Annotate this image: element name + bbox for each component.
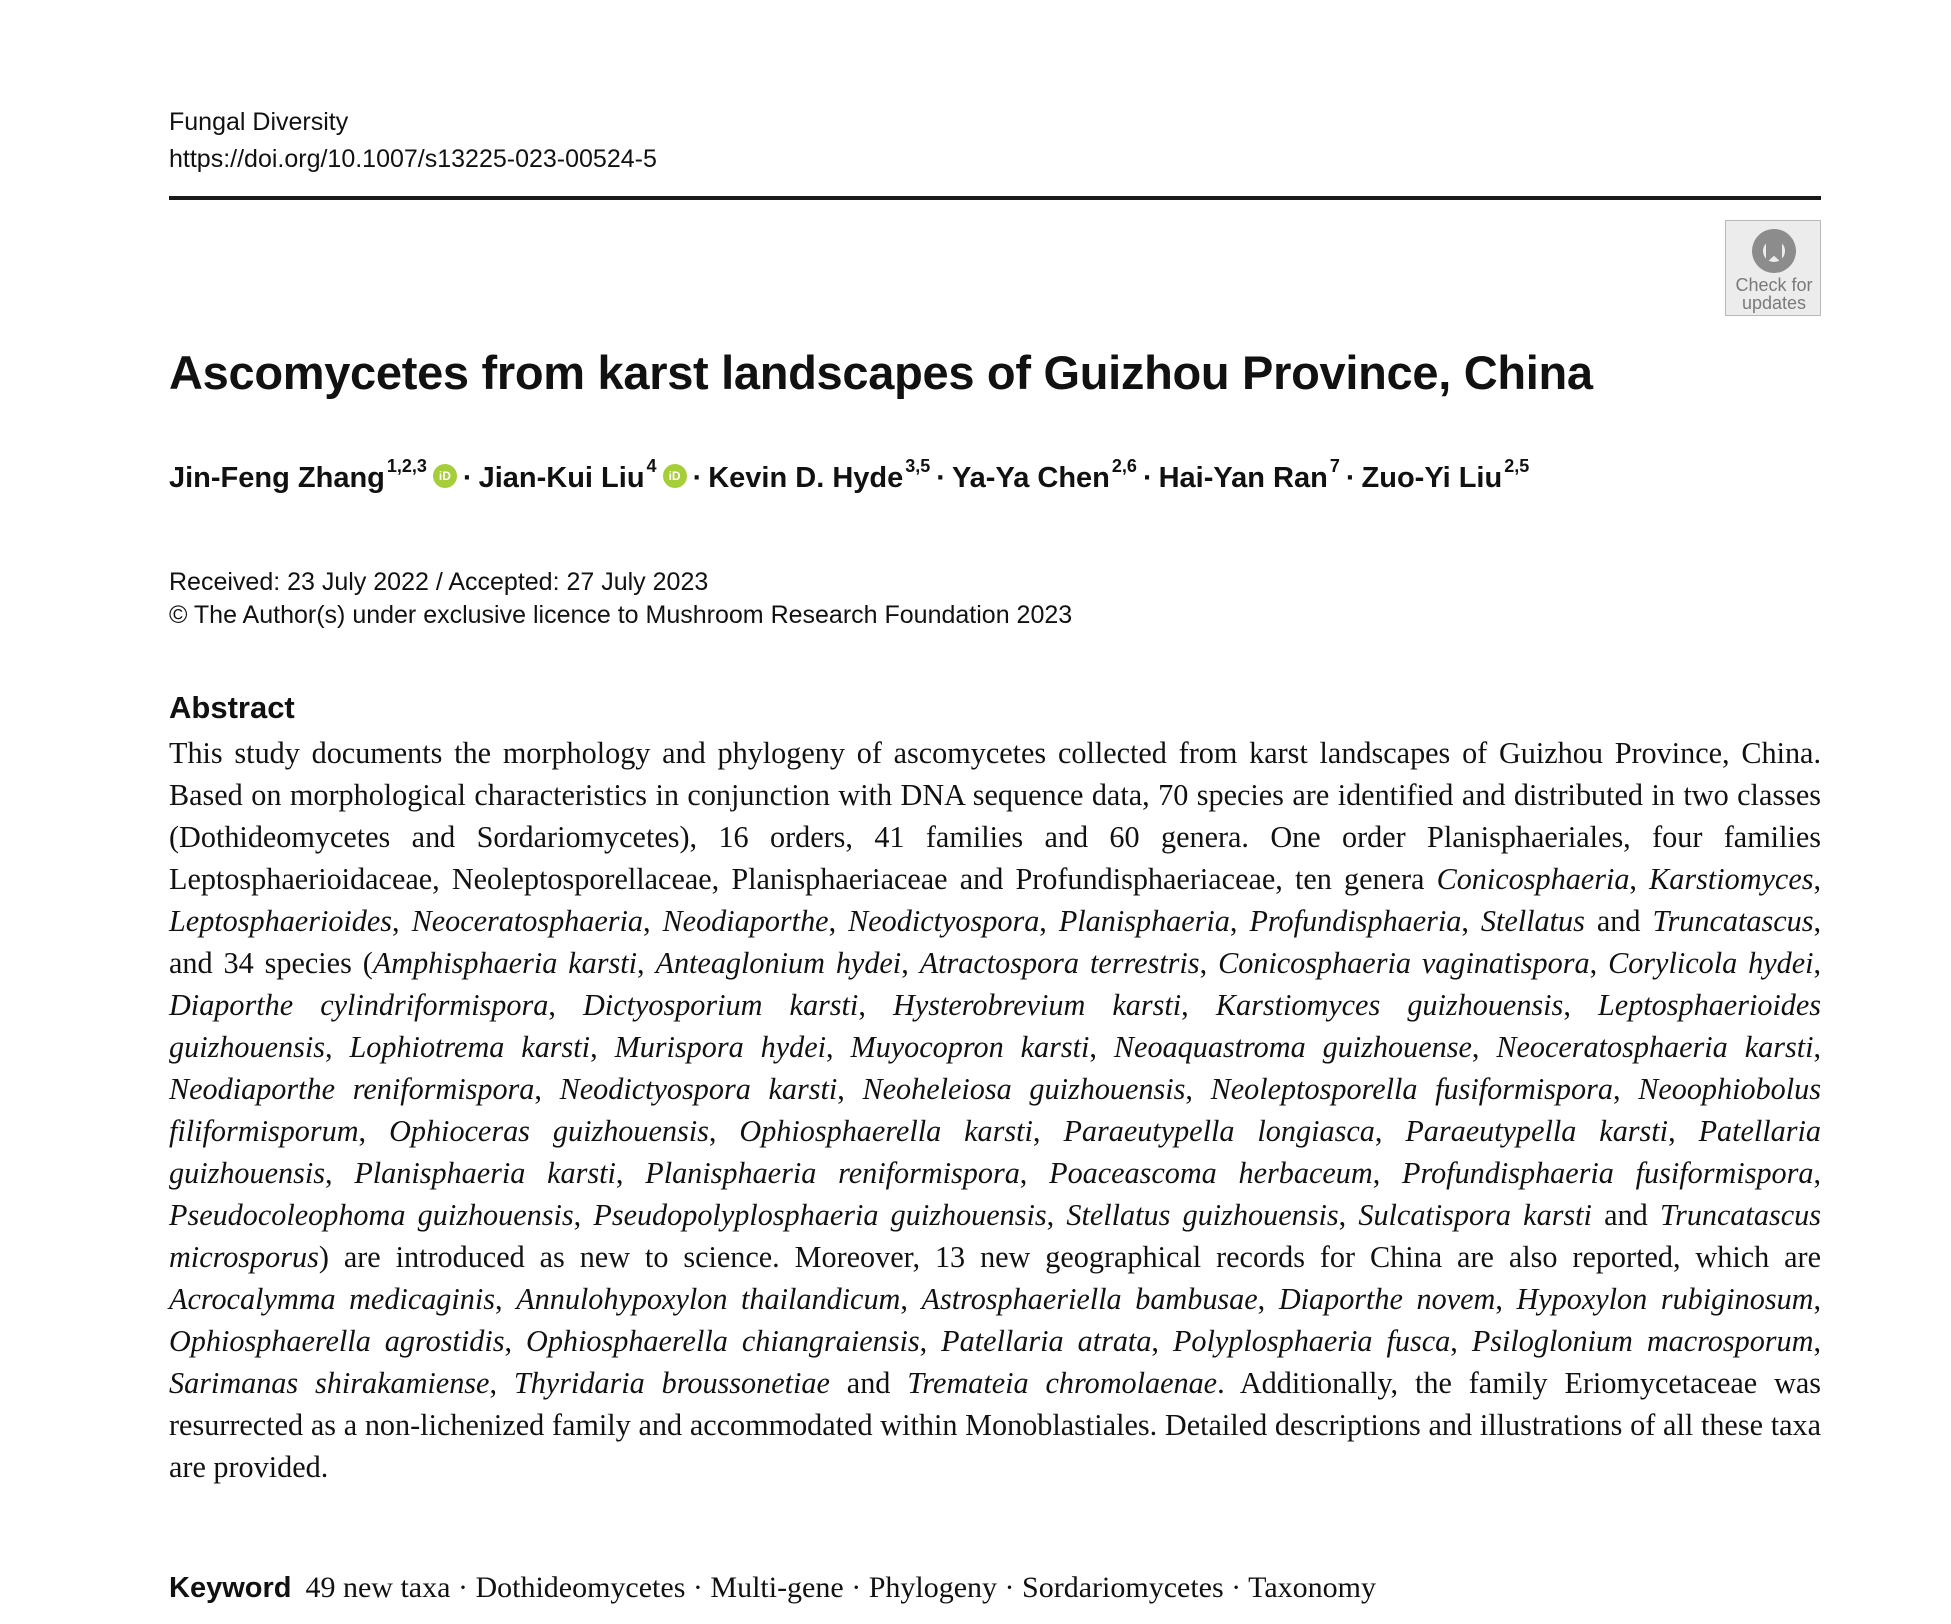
taxon-name: Truncatascus xyxy=(1652,904,1814,938)
copyright-line: © The Author(s) under exclusive licence to Mushroom Research Foundation 2023 xyxy=(169,601,1073,629)
author-name[interactable]: Kevin D. Hyde xyxy=(708,462,904,494)
taxon-name: Planisphaeria reniformispora xyxy=(645,1156,1020,1190)
abstract-text: , and 34 species ( xyxy=(169,904,1822,980)
abstract-text: , xyxy=(392,904,412,938)
journal-header xyxy=(169,104,657,178)
abstract-text: , xyxy=(1813,1324,1821,1358)
journal-name: Fungal Diversity xyxy=(169,108,349,136)
abstract-text: , xyxy=(504,1324,527,1358)
abstract-text: and xyxy=(1584,904,1653,938)
abstract-heading: Abstract xyxy=(169,690,295,725)
taxon-name: Leptosphaerioides xyxy=(169,904,393,938)
keyword-separator: · xyxy=(685,1571,711,1604)
taxon-name: Corylicola hydei xyxy=(1608,946,1814,980)
author-name[interactable]: Hai-Yan Ran xyxy=(1158,462,1328,494)
badge-line-1: Check for xyxy=(1735,275,1813,295)
abstract-text: and xyxy=(829,1366,908,1400)
abstract-text: , xyxy=(1813,1156,1822,1190)
taxon-name: Planisphaeria karsti xyxy=(354,1156,616,1190)
taxon-name: Psiloglonium macrosporum xyxy=(1471,1324,1814,1358)
abstract-text: , xyxy=(534,1072,560,1106)
taxon-name: Neoophiobolus filiformisporum xyxy=(169,1072,1821,1148)
taxon-name: Pseudopolyplosphaeria guizhouensis xyxy=(593,1198,1047,1232)
taxon-name: Atractospora terrestris xyxy=(919,946,1200,980)
taxon-name: Dictyosporium karsti xyxy=(583,988,859,1022)
taxon-name: Annulohypoxylon thailandicum xyxy=(516,1282,901,1316)
author-separator: · xyxy=(692,462,703,494)
taxon-name: Neoleptosporella fusiformispora xyxy=(1210,1072,1613,1106)
abstract-text: , xyxy=(1813,1282,1822,1316)
abstract-text: , xyxy=(1338,1198,1359,1232)
taxon-name: Paraeutypella longiasca xyxy=(1063,1114,1375,1148)
author-affiliation: 2,5 xyxy=(1504,456,1530,476)
abstract-text: , xyxy=(1019,1156,1050,1190)
abstract-text: , xyxy=(1563,988,1598,1022)
abstract-text: , xyxy=(1039,904,1059,938)
abstract-text: , xyxy=(324,1030,350,1064)
author-list xyxy=(169,456,1530,495)
abstract-text: , xyxy=(1612,1072,1639,1106)
taxon-name: Conicosphaeria vaginatispora xyxy=(1218,946,1590,980)
author-name[interactable]: Jin-Feng Zhang xyxy=(169,462,385,494)
badge-line-2: updates xyxy=(1741,293,1807,313)
author-name[interactable]: Ya-Ya Chen xyxy=(951,462,1110,494)
abstract-text: , xyxy=(1229,904,1250,938)
keyword-separator: · xyxy=(450,1571,476,1604)
author-affiliation: 3,5 xyxy=(905,456,931,476)
author-separator: · xyxy=(1345,462,1356,494)
taxon-name: Amphisphaeria karsti xyxy=(372,946,638,980)
taxon-name: Poaceascoma herbaceum xyxy=(1049,1156,1373,1190)
abstract-text: , xyxy=(708,1114,740,1148)
author-separator: · xyxy=(1142,462,1153,494)
badge-label xyxy=(1726,276,1822,312)
keyword-item: Taxonomy xyxy=(1248,1571,1376,1604)
abstract-text: , xyxy=(826,1030,851,1064)
taxon-name: Stellatus guizhouensis xyxy=(1066,1198,1339,1232)
taxon-name: Astrosphaeriella bambusae xyxy=(921,1282,1258,1316)
taxon-name: Sulcatispora karsti xyxy=(1358,1198,1592,1232)
abstract-text: , xyxy=(1629,862,1650,896)
taxon-name: Patellaria guizhouensis xyxy=(169,1114,1822,1190)
author-separator: · xyxy=(936,462,946,494)
abstract-text: , xyxy=(1181,988,1216,1022)
taxon-name: Leptosphaerioides guizhouensis xyxy=(169,988,1822,1064)
abstract-text: , xyxy=(1813,1030,1822,1064)
taxon-name: Neodictyospora karsti xyxy=(559,1072,838,1106)
abstract-text: , xyxy=(548,988,583,1022)
taxon-name: Diaporthe novem xyxy=(1278,1282,1496,1316)
taxon-name: Profundisphaeria xyxy=(1249,904,1462,938)
abstract-text: , xyxy=(1374,1114,1406,1148)
article-dates xyxy=(169,566,1072,632)
keyword-item: Phylogeny xyxy=(868,1571,998,1604)
taxon-name: Stellatus xyxy=(1480,904,1585,938)
article-title: Ascomycetes from karst landscapes of Guizhou Province, China xyxy=(169,346,1593,399)
taxon-name: Neodictyospora xyxy=(848,904,1040,938)
abstract-text: , xyxy=(1668,1114,1699,1148)
keywords xyxy=(169,1567,1376,1609)
doi-link[interactable]: https://doi.org/10.1007/s13225-023-00524-5 xyxy=(169,145,657,173)
abstract-text: , xyxy=(495,1282,517,1316)
abstract-text: , xyxy=(324,1156,355,1190)
keyword-item: Multi-gene xyxy=(710,1571,844,1604)
keyword-item: 49 new taxa xyxy=(305,1571,451,1604)
taxon-name: Ophiosphaerella karsti xyxy=(739,1114,1033,1148)
taxon-name: Polyplosphaeria fusca xyxy=(1172,1324,1451,1358)
abstract-text: , xyxy=(637,946,656,980)
keyword-separator: · xyxy=(1223,1571,1249,1604)
taxon-name: Planisphaeria xyxy=(1058,904,1230,938)
abstract-text: , xyxy=(1185,1072,1211,1106)
abstract-text: This study documents the morphology and phylogeny of ascomycetes collected from karst landscapes of Guizhou Province, China. Based on morphological characteristics in conjunction with DNA sequence data, 70 species are identified and distributed in two classes (Dothideomycetes and Sordariomycetes), 16 orders, 41 families and 60 genera. One order Planisphaeriales, four families Leptosphaerioidaceae, Neoleptosporellaceae, Planisphaeriaceae and Profundisphaeriaceae, ten genera xyxy=(169,736,1821,896)
taxon-name: Hypoxylon rubiginosum xyxy=(1516,1282,1814,1316)
abstract-text: , xyxy=(643,904,663,938)
abstract-text: , xyxy=(1461,904,1481,938)
abstract-text: , xyxy=(1046,1198,1067,1232)
taxon-name: Sarimanas shirakamiense xyxy=(169,1366,490,1400)
taxon-name: Lophiotrema karsti xyxy=(349,1030,591,1064)
abstract-text: , xyxy=(858,988,894,1022)
author-affiliation: 7 xyxy=(1329,456,1340,476)
abstract-text: , xyxy=(1495,1282,1517,1316)
taxon-name: Thyridaria broussonetiae xyxy=(513,1366,830,1400)
header-rule xyxy=(169,196,1821,200)
taxon-name: Neoceratosphaeria karsti xyxy=(1496,1030,1814,1064)
taxon-name: Acrocalymma medicaginis xyxy=(169,1282,496,1316)
abstract-text: , xyxy=(489,1366,514,1400)
check-for-updates-badge[interactable] xyxy=(1725,220,1821,316)
abstract-text: , xyxy=(1372,1156,1403,1190)
author-name[interactable]: Zuo-Yi Liu xyxy=(1361,462,1503,494)
taxon-name: Karstiomyces xyxy=(1649,862,1814,896)
abstract-text: and xyxy=(1591,1198,1660,1232)
taxon-name: Ophiosphaerella agrostidis xyxy=(169,1324,505,1358)
taxon-name: Tremateia chromolaenae xyxy=(907,1366,1218,1400)
taxon-name: Karstiomyces guizhouensis xyxy=(1215,988,1564,1022)
taxon-name: Neoaquastroma guizhouense xyxy=(1113,1030,1472,1064)
keyword-item: Dothideomycetes xyxy=(475,1571,686,1604)
abstract-text: , xyxy=(1589,946,1609,980)
taxon-name: Ophiosphaerella chiangraiensis xyxy=(526,1324,920,1358)
abstract-text: , xyxy=(919,1324,942,1358)
abstract-text: , xyxy=(590,1030,615,1064)
keyword-separator: · xyxy=(843,1571,869,1604)
taxon-name: Diaporthe cylindriformispora xyxy=(169,988,549,1022)
keyword-item: Sordariomycetes xyxy=(1022,1571,1224,1604)
taxon-name: Murispora hydei xyxy=(614,1030,827,1064)
abstract-text: , xyxy=(1032,1114,1064,1148)
taxon-name: Pseudocoleophoma guizhouensis xyxy=(169,1198,574,1232)
taxon-name: Neoceratosphaeria xyxy=(411,904,643,938)
abstract-text: , xyxy=(1151,1324,1173,1358)
taxon-name: Muyocopron karsti xyxy=(850,1030,1090,1064)
taxon-name: Anteaglonium hydei xyxy=(655,946,902,980)
taxon-name: Hysterobrevium karsti xyxy=(893,988,1182,1022)
abstract-text: , xyxy=(573,1198,594,1232)
keyword-items xyxy=(305,1571,1376,1604)
abstract-text: , xyxy=(1257,1282,1279,1316)
abstract-text: , xyxy=(1813,946,1822,980)
abstract-text: , xyxy=(1813,862,1822,896)
author-affiliation: 2,6 xyxy=(1111,456,1137,476)
taxon-name: Conicosphaeria xyxy=(1436,862,1630,896)
taxon-name: Neodiaporthe reniformispora xyxy=(169,1072,535,1106)
received-accepted: Received: 23 July 2022 / Accepted: 27 July 2023 xyxy=(169,568,709,596)
abstract-text: , xyxy=(1450,1324,1472,1358)
abstract-text: , xyxy=(901,946,920,980)
taxon-name: Neoheleiosa guizhouensis xyxy=(862,1072,1186,1106)
author-separator: · xyxy=(462,462,473,494)
abstract-text: , xyxy=(1471,1030,1497,1064)
abstract-text: , xyxy=(615,1156,646,1190)
keyword-separator: · xyxy=(997,1571,1023,1604)
keywords-label: Keyword xyxy=(169,1572,292,1604)
abstract-text: , xyxy=(900,1282,922,1316)
abstract-text: ) are introduced as new to science. Moreover, 13 new geographical records for China are also reported, which are xyxy=(318,1240,1821,1274)
orcid-icon[interactable]: iD xyxy=(663,464,687,488)
taxon-name: Profundisphaeria fusiformispora xyxy=(1402,1156,1814,1190)
taxon-name: Ophioceras guizhouensis xyxy=(389,1114,709,1148)
taxon-name: Truncatascus microsporus xyxy=(169,1198,1821,1274)
abstract-text: . Additionally, the family Eriomycetaceae was resurrected as a non-lichenized family and accommodated within Monoblastiales. Detailed descriptions and illustrations of all these taxa are provided. xyxy=(169,1366,1822,1484)
abstract-text: , xyxy=(1089,1030,1114,1064)
taxon-name: Neodiaporthe xyxy=(662,904,829,938)
abstract-text: , xyxy=(828,904,849,938)
author-affiliation: 1,2,3 xyxy=(386,456,427,476)
abstract-text: , xyxy=(837,1072,863,1106)
abstract-text: , xyxy=(358,1114,390,1148)
orcid-icon[interactable]: iD xyxy=(433,464,457,488)
author-affiliation: 4 xyxy=(646,456,657,476)
abstract-body xyxy=(169,732,1821,1488)
author-name[interactable]: Jian-Kui Liu xyxy=(478,462,645,494)
taxon-name: Paraeutypella karsti xyxy=(1405,1114,1669,1148)
abstract-text: , xyxy=(1199,946,1219,980)
taxon-name: Patellaria atrata xyxy=(941,1324,1152,1358)
